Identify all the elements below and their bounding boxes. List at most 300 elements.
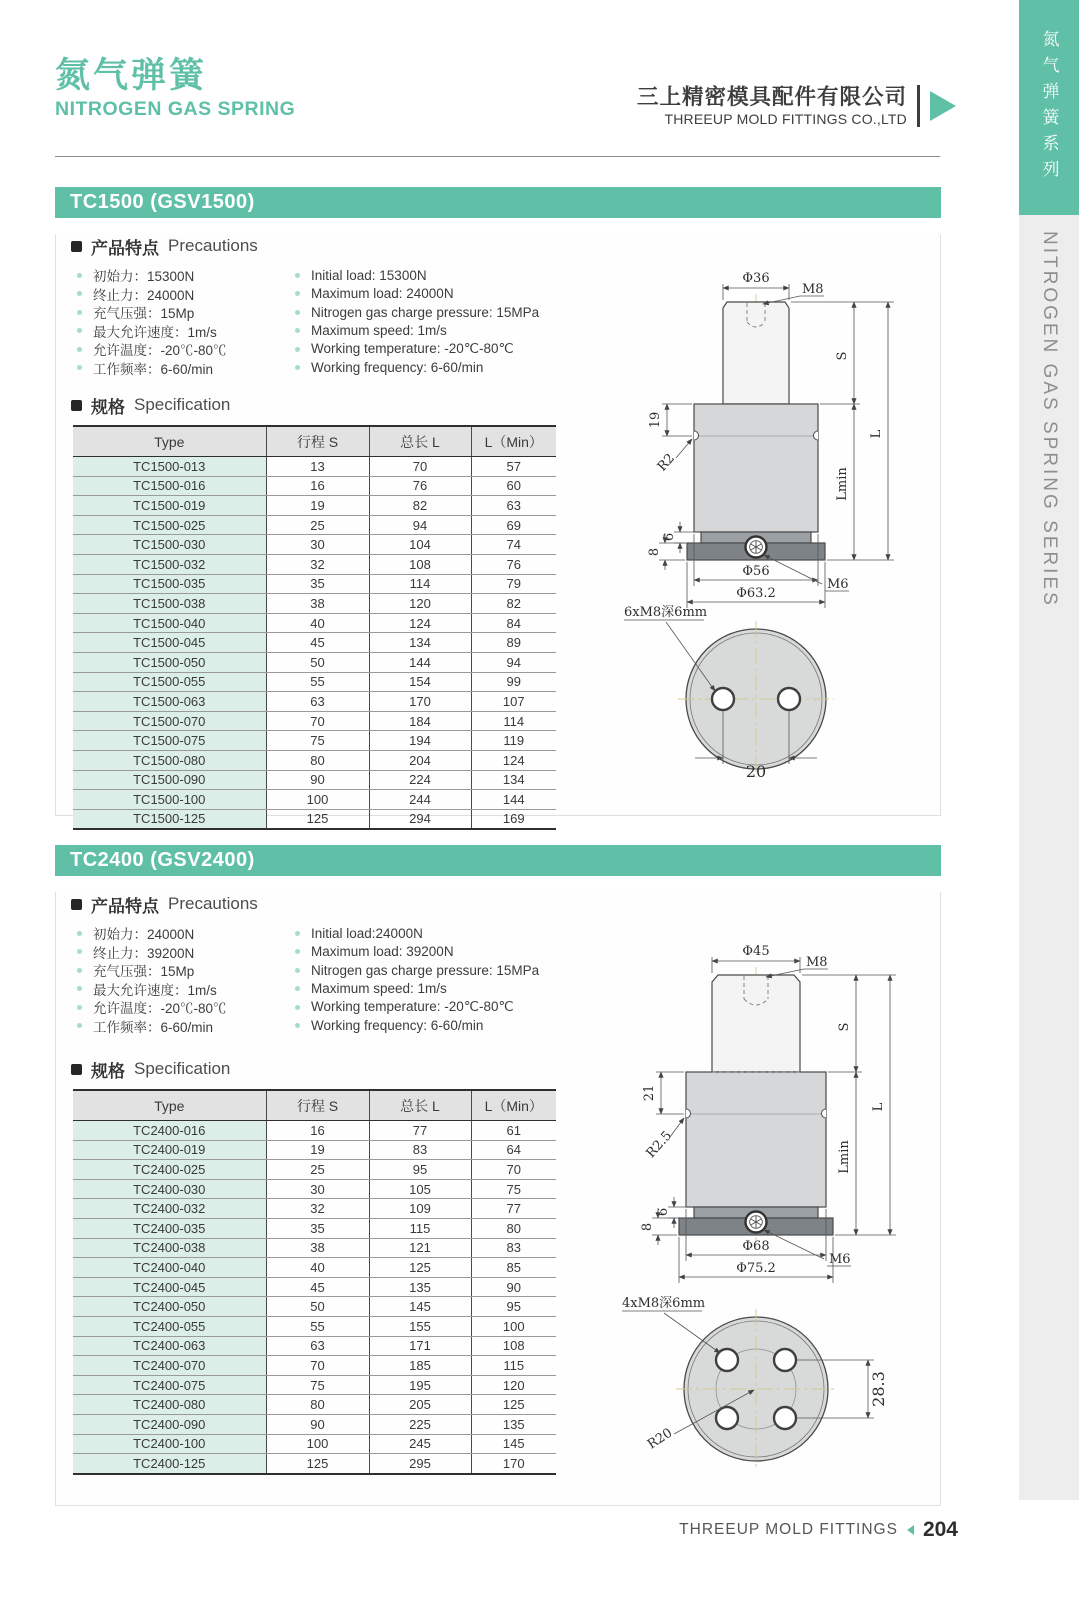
table-row	[73, 1414, 556, 1434]
value-cell: 135	[471, 1414, 556, 1434]
value-cell: 104	[369, 535, 471, 555]
value-cell: 80	[266, 1395, 369, 1415]
table-row	[73, 692, 556, 712]
value-cell: 124	[369, 613, 471, 633]
type-cell: TC1500-040	[73, 613, 266, 633]
type-cell: TC1500-100	[73, 790, 266, 810]
precaution-item: Nitrogen gas charge pressure: 15MPa	[295, 303, 595, 322]
value-cell: 70	[266, 711, 369, 731]
dim-hole-pitch: 20	[745, 762, 767, 781]
dim-stroke: S	[837, 1022, 852, 1032]
value-cell: 115	[369, 1218, 471, 1238]
type-cell: TC1500-030	[73, 535, 266, 555]
value-cell: 35	[266, 1218, 369, 1238]
spec-heading-en: Specification	[134, 395, 231, 414]
dim-rod-thread: M8	[806, 955, 828, 970]
bullet-dot-icon	[77, 949, 82, 954]
precautions-heading	[71, 892, 940, 916]
brand-block	[55, 56, 295, 121]
spec-table-header-row	[73, 1090, 556, 1121]
bullet-dot-icon	[77, 347, 82, 352]
precaution-item: 终止力：24000N	[77, 285, 295, 304]
type-cell: TC2400-075	[73, 1375, 266, 1395]
type-cell: TC2400-032	[73, 1199, 266, 1219]
spec-table	[73, 1089, 556, 1475]
value-cell: 30	[266, 1179, 369, 1199]
value-cell: 69	[471, 515, 556, 535]
precautions-heading	[71, 234, 940, 258]
value-cell: 90	[471, 1277, 556, 1297]
dim-total-length: L	[871, 1102, 886, 1112]
value-cell: 144	[369, 652, 471, 672]
value-cell: 100	[266, 790, 369, 810]
bullet-dot-icon	[77, 931, 82, 936]
section-tc2400	[55, 845, 941, 1506]
dim-body-dia: Φ56	[742, 564, 770, 579]
footer-brand: THREEUP MOLD FITTINGS	[679, 1521, 898, 1538]
table-row	[73, 1160, 556, 1180]
sidebar-series-strip	[1019, 215, 1079, 1500]
value-cell: 184	[369, 711, 471, 731]
value-cell: 105	[369, 1179, 471, 1199]
table-row	[73, 809, 556, 829]
table-row	[73, 496, 556, 516]
type-cell: TC1500-016	[73, 476, 266, 496]
value-cell: 135	[369, 1277, 471, 1297]
spec-table	[73, 425, 556, 830]
type-cell: TC1500-045	[73, 633, 266, 653]
bullet-dot-icon	[77, 1023, 82, 1028]
bullet-dot-icon	[77, 328, 82, 333]
dim-flange-dia: Φ75.2	[736, 1261, 776, 1276]
square-bullet-icon	[71, 400, 82, 411]
page-title-cn: 氮气弹簧	[55, 56, 208, 95]
bullet-dot-icon	[77, 310, 82, 315]
footer-arrow-icon	[907, 1525, 914, 1535]
table-row	[73, 770, 556, 790]
precaution-item: Maximum load: 24000N	[295, 285, 595, 304]
value-cell: 16	[266, 1121, 369, 1141]
type-cell: TC2400-125	[73, 1454, 266, 1474]
value-cell: 134	[471, 770, 556, 790]
value-cell: 83	[369, 1140, 471, 1160]
value-cell: 145	[471, 1434, 556, 1454]
table-row	[73, 457, 556, 477]
value-cell: 224	[369, 770, 471, 790]
bullet-dot-icon	[295, 365, 300, 370]
bullet-dot-icon	[295, 931, 300, 936]
table-row	[73, 1140, 556, 1160]
table-row	[73, 750, 556, 770]
square-bullet-icon	[71, 899, 82, 910]
col-header-length: 总长 L	[369, 1090, 471, 1121]
type-cell: TC2400-040	[73, 1258, 266, 1278]
precautions-list-en	[295, 266, 595, 377]
type-cell: TC1500-063	[73, 692, 266, 712]
value-cell: 35	[266, 574, 369, 594]
precautions-list-en	[295, 924, 595, 1035]
value-cell: 63	[266, 692, 369, 712]
value-cell: 119	[471, 731, 556, 751]
value-cell: 120	[369, 594, 471, 614]
dim-set-screw: M6	[827, 577, 849, 592]
spec-heading-cn: 规格	[91, 397, 125, 417]
value-cell: 50	[266, 1297, 369, 1317]
value-cell: 125	[266, 809, 369, 829]
bullet-dot-icon	[77, 291, 82, 296]
value-cell: 32	[266, 554, 369, 574]
col-header-lmin: L（Min）	[471, 1090, 556, 1121]
value-cell: 13	[266, 457, 369, 477]
footer-page-number: 204	[922, 1518, 958, 1541]
bullet-dot-icon	[295, 273, 300, 278]
dim-holes: 6xM8深6mm	[624, 605, 708, 620]
value-cell: 94	[471, 652, 556, 672]
value-cell: 70	[471, 1160, 556, 1180]
company-logo	[600, 84, 956, 127]
bullet-dot-icon	[295, 968, 300, 973]
type-cell: TC2400-035	[73, 1218, 266, 1238]
dim-flange-t1: 6	[656, 1207, 671, 1217]
type-cell: TC2400-030	[73, 1179, 266, 1199]
precaution-item: 终止力：39200N	[77, 943, 295, 962]
type-cell: TC1500-013	[73, 457, 266, 477]
type-cell: TC1500-090	[73, 770, 266, 790]
dim-lmin: Lmin	[835, 467, 850, 501]
value-cell: 45	[266, 633, 369, 653]
value-cell: 75	[471, 1179, 556, 1199]
spec-heading-cn: 规格	[91, 1061, 125, 1081]
type-cell: TC1500-080	[73, 750, 266, 770]
precaution-item: Maximum speed: 1m/s	[295, 980, 595, 999]
value-cell: 90	[266, 770, 369, 790]
sidebar-series-label-en: NITROGEN GAS SPRING SERIES	[1039, 231, 1060, 608]
value-cell: 55	[266, 672, 369, 692]
precautions-heading-cn: 产品特点	[91, 896, 159, 916]
value-cell: 114	[471, 711, 556, 731]
type-cell: TC1500-032	[73, 554, 266, 574]
value-cell: 95	[471, 1297, 556, 1317]
value-cell: 79	[471, 574, 556, 594]
table-row	[73, 613, 556, 633]
value-cell: 125	[266, 1454, 369, 1474]
dim-neck: 19	[648, 411, 663, 429]
precautions-list-cn	[77, 924, 295, 1035]
table-row	[73, 1454, 556, 1474]
value-cell: 107	[471, 692, 556, 712]
value-cell: 57	[471, 457, 556, 477]
value-cell: 144	[471, 790, 556, 810]
precaution-item: 允许温度：-20℃-80℃	[77, 340, 295, 359]
value-cell: 121	[369, 1238, 471, 1258]
bullet-dot-icon	[77, 273, 82, 278]
section-title: TC1500 (GSV1500)	[55, 187, 941, 218]
section-body	[55, 892, 941, 1506]
dim-bolt-radius: R20	[644, 1425, 676, 1453]
bullet-dot-icon	[77, 968, 82, 973]
table-row	[73, 1356, 556, 1376]
value-cell: 155	[369, 1316, 471, 1336]
logo-divider	[917, 85, 920, 127]
dim-flange-t2: 8	[647, 547, 662, 557]
table-row	[73, 652, 556, 672]
table-row	[73, 1375, 556, 1395]
precaution-item: Working temperature: -20℃-80℃	[295, 340, 595, 359]
value-cell: 124	[471, 750, 556, 770]
value-cell: 63	[471, 496, 556, 516]
value-cell: 125	[369, 1258, 471, 1278]
value-cell: 75	[266, 1375, 369, 1395]
precautions-list-cn	[77, 266, 295, 377]
sidebar-series-tab	[1019, 0, 1079, 215]
dim-neck: 21	[642, 1084, 657, 1102]
table-row	[73, 1297, 556, 1317]
type-cell: TC1500-075	[73, 731, 266, 751]
value-cell: 171	[369, 1336, 471, 1356]
value-cell: 61	[471, 1121, 556, 1141]
type-cell: TC2400-100	[73, 1434, 266, 1454]
value-cell: 70	[266, 1356, 369, 1376]
type-cell: TC1500-070	[73, 711, 266, 731]
table-row	[73, 633, 556, 653]
table-row	[73, 1277, 556, 1297]
precaution-item: Working frequency: 6-60/min	[295, 359, 595, 378]
type-cell: TC2400-080	[73, 1395, 266, 1415]
value-cell: 134	[369, 633, 471, 653]
bullet-dot-icon	[295, 1005, 300, 1010]
value-cell: 94	[369, 515, 471, 535]
col-header-type: Type	[73, 426, 266, 457]
dim-flange-t2: 8	[640, 1222, 655, 1232]
value-cell: 108	[471, 1336, 556, 1356]
type-cell: TC2400-070	[73, 1356, 266, 1376]
tc2400-technical-drawing	[606, 937, 946, 1497]
value-cell: 82	[369, 496, 471, 516]
value-cell: 30	[266, 535, 369, 555]
value-cell: 170	[471, 1454, 556, 1474]
spec-table-header-row	[73, 426, 556, 457]
precaution-item: 充气压强：15Mp	[77, 303, 295, 322]
value-cell: 170	[369, 692, 471, 712]
value-cell: 50	[266, 652, 369, 672]
value-cell: 245	[369, 1434, 471, 1454]
col-header-stroke: 行程 S	[266, 1090, 369, 1121]
type-cell: TC2400-016	[73, 1121, 266, 1141]
value-cell: 55	[266, 1316, 369, 1336]
value-cell: 83	[471, 1238, 556, 1258]
type-cell: TC1500-038	[73, 594, 266, 614]
value-cell: 195	[369, 1375, 471, 1395]
company-name-en: THREEUP MOLD FITTINGS CO.,LTD	[664, 111, 907, 127]
bullet-dot-icon	[295, 949, 300, 954]
value-cell: 40	[266, 613, 369, 633]
value-cell: 115	[471, 1356, 556, 1376]
square-bullet-icon	[71, 1064, 82, 1075]
value-cell: 109	[369, 1199, 471, 1219]
table-row	[73, 1179, 556, 1199]
precaution-item: 初始力：15300N	[77, 266, 295, 285]
table-row	[73, 790, 556, 810]
value-cell: 85	[471, 1258, 556, 1278]
value-cell: 244	[369, 790, 471, 810]
precaution-item: Working frequency: 6-60/min	[295, 1017, 595, 1036]
type-cell: TC1500-050	[73, 652, 266, 672]
dim-flange-dia: Φ63.2	[736, 586, 776, 601]
value-cell: 80	[471, 1218, 556, 1238]
value-cell: 114	[369, 574, 471, 594]
precaution-item: 最大允许速度：1m/s	[77, 322, 295, 341]
precaution-item: 最大允许速度：1m/s	[77, 980, 295, 999]
value-cell: 84	[471, 613, 556, 633]
precaution-item: Initial load: 15300N	[295, 266, 595, 285]
precautions-heading-cn: 产品特点	[91, 238, 159, 258]
col-header-lmin: L（Min）	[471, 426, 556, 457]
table-row	[73, 1434, 556, 1454]
value-cell: 19	[266, 1140, 369, 1160]
table-row	[73, 535, 556, 555]
value-cell: 295	[369, 1454, 471, 1474]
dim-flange-t1: 6	[662, 532, 677, 542]
value-cell: 75	[266, 731, 369, 751]
table-row	[73, 672, 556, 692]
table-row	[73, 1121, 556, 1141]
type-cell: TC2400-019	[73, 1140, 266, 1160]
table-row	[73, 711, 556, 731]
precaution-item: 允许温度：-20℃-80℃	[77, 998, 295, 1017]
type-cell: TC2400-025	[73, 1160, 266, 1180]
section-tc1500	[55, 187, 941, 827]
value-cell: 125	[471, 1395, 556, 1415]
value-cell: 63	[266, 1336, 369, 1356]
tc1500-technical-drawing	[606, 264, 946, 809]
precautions-heading-en: Precautions	[168, 894, 258, 913]
value-cell: 120	[471, 1375, 556, 1395]
dim-holes: 4xM8深6mm	[622, 1296, 706, 1311]
dim-hole-pitch: 28.3	[869, 1371, 888, 1407]
col-header-type: Type	[73, 1090, 266, 1121]
table-row	[73, 1258, 556, 1278]
value-cell: 77	[471, 1199, 556, 1219]
bullet-dot-icon	[295, 291, 300, 296]
value-cell: 154	[369, 672, 471, 692]
value-cell: 194	[369, 731, 471, 751]
table-row	[73, 554, 556, 574]
dim-stroke: S	[835, 351, 850, 361]
dim-rod-dia: Φ45	[742, 944, 770, 959]
precaution-item: Initial load:24000N	[295, 924, 595, 943]
value-cell: 89	[471, 633, 556, 653]
dim-groove-radius: R2	[654, 450, 679, 475]
bullet-dot-icon	[295, 986, 300, 991]
company-name-cn: 三上精密模具配件有限公司	[636, 85, 907, 109]
precaution-item: 初始力：24000N	[77, 924, 295, 943]
value-cell: 169	[471, 809, 556, 829]
header-divider	[55, 156, 940, 157]
value-cell: 70	[369, 457, 471, 477]
dim-body-dia: Φ68	[742, 1239, 770, 1254]
value-cell: 38	[266, 594, 369, 614]
type-cell: TC2400-050	[73, 1297, 266, 1317]
value-cell: 60	[471, 476, 556, 496]
type-cell: TC1500-019	[73, 496, 266, 516]
page-title-en: NITROGEN GAS SPRING	[55, 98, 296, 120]
col-header-stroke: 行程 S	[266, 426, 369, 457]
precaution-item: Maximum speed: 1m/s	[295, 322, 595, 341]
precaution-item: 工作频率：6-60/min	[77, 359, 295, 378]
table-row	[73, 731, 556, 751]
bullet-dot-icon	[295, 328, 300, 333]
type-cell: TC1500-055	[73, 672, 266, 692]
company-text	[637, 84, 907, 127]
table-row	[73, 594, 556, 614]
precaution-item: Nitrogen gas charge pressure: 15MPa	[295, 961, 595, 980]
value-cell: 16	[266, 476, 369, 496]
value-cell: 32	[266, 1199, 369, 1219]
value-cell: 76	[369, 476, 471, 496]
type-cell: TC2400-055	[73, 1316, 266, 1336]
precaution-item: 充气压强：15Mp	[77, 961, 295, 980]
value-cell: 40	[266, 1258, 369, 1278]
table-row	[73, 515, 556, 535]
value-cell: 205	[369, 1395, 471, 1415]
type-cell: TC2400-038	[73, 1238, 266, 1258]
precautions-heading-en: Precautions	[168, 236, 258, 255]
value-cell: 25	[266, 1160, 369, 1180]
value-cell: 99	[471, 672, 556, 692]
value-cell: 74	[471, 535, 556, 555]
dim-lmin: Lmin	[837, 1140, 852, 1174]
value-cell: 45	[266, 1277, 369, 1297]
dim-rod-thread: M8	[802, 282, 824, 297]
bullet-dot-icon	[295, 310, 300, 315]
bullet-dot-icon	[77, 986, 82, 991]
type-cell: TC1500-125	[73, 809, 266, 829]
type-cell: TC2400-063	[73, 1336, 266, 1356]
bullet-dot-icon	[295, 347, 300, 352]
value-cell: 294	[369, 809, 471, 829]
value-cell: 19	[266, 496, 369, 516]
dim-set-screw: M6	[829, 1252, 851, 1267]
logo-arrow-icon	[930, 91, 956, 121]
table-row	[73, 1336, 556, 1356]
value-cell: 64	[471, 1140, 556, 1160]
precaution-item: Working temperature: -20℃-80℃	[295, 998, 595, 1017]
value-cell: 100	[266, 1434, 369, 1454]
bullet-dot-icon	[77, 1005, 82, 1010]
type-cell: TC2400-045	[73, 1277, 266, 1297]
table-row	[73, 1238, 556, 1258]
precaution-item: Maximum load: 39200N	[295, 943, 595, 962]
bullet-dot-icon	[77, 365, 82, 370]
value-cell: 77	[369, 1121, 471, 1141]
value-cell: 25	[266, 515, 369, 535]
value-cell: 108	[369, 554, 471, 574]
section-title: TC2400 (GSV2400)	[55, 845, 941, 876]
value-cell: 90	[266, 1414, 369, 1434]
type-cell: TC1500-035	[73, 574, 266, 594]
table-row	[73, 476, 556, 496]
square-bullet-icon	[71, 241, 82, 252]
spec-heading-en: Specification	[134, 1059, 231, 1078]
value-cell: 95	[369, 1160, 471, 1180]
type-cell: TC2400-090	[73, 1414, 266, 1434]
value-cell: 100	[471, 1316, 556, 1336]
dim-groove-radius: R2.5	[643, 1128, 676, 1161]
table-row	[73, 574, 556, 594]
type-cell: TC1500-025	[73, 515, 266, 535]
table-row	[73, 1199, 556, 1219]
value-cell: 82	[471, 594, 556, 614]
